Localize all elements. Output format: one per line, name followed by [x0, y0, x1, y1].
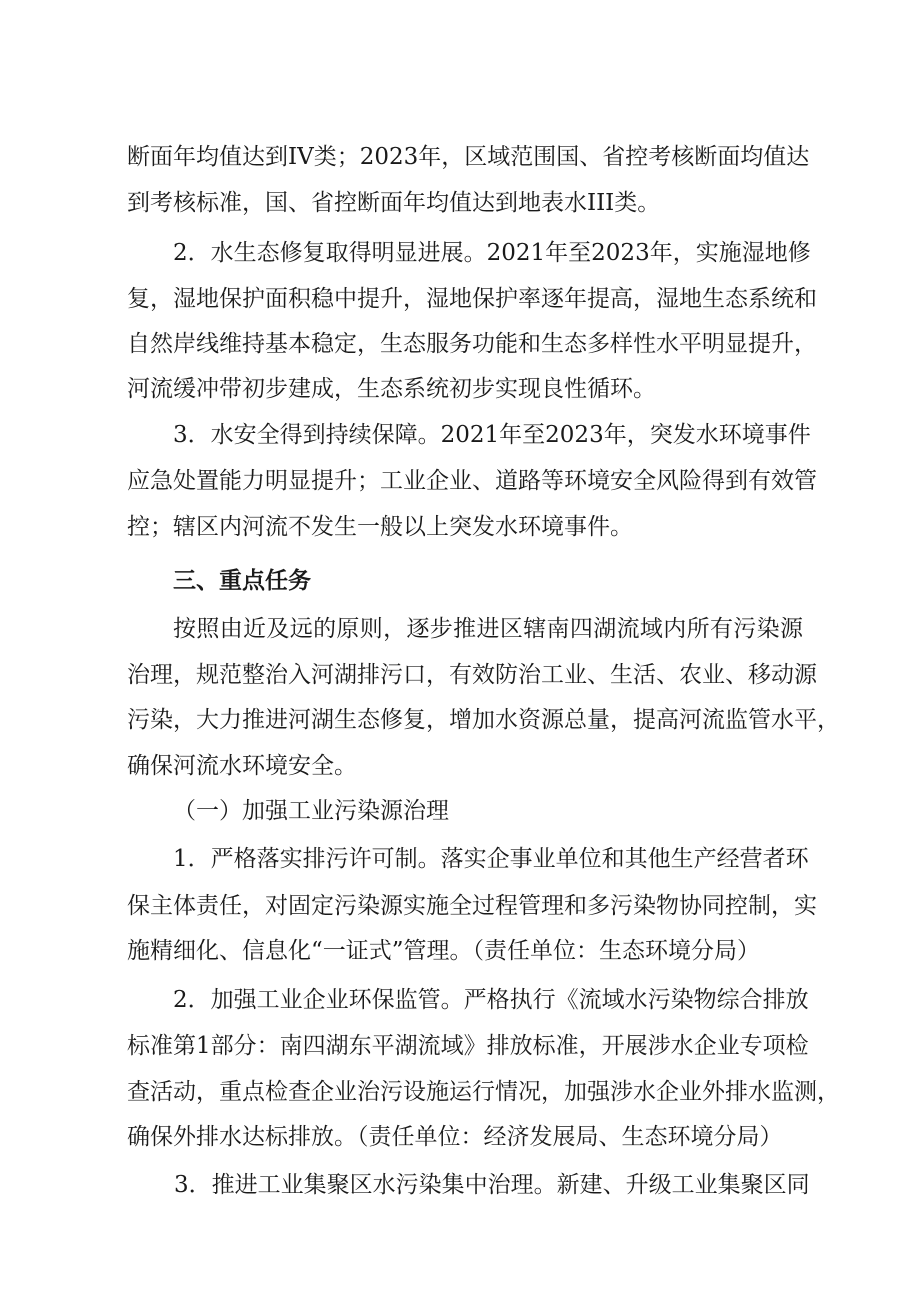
body-line: 确保河流水环境安全。: [127, 753, 357, 779]
body-line: 控；辖区内河流不发生一般以上突发水环境事件。: [127, 514, 633, 540]
body-line: 到考核标准，国、省控断面年均值达到地表水III类。: [127, 190, 661, 216]
body-line: 3．水安全得到持续保障。2021年至2023年，突发水环境事件: [173, 422, 811, 448]
body-line: 查活动，重点检查企业治污设施运行情况，加强涉水企业外排水监测，: [127, 1079, 840, 1105]
body-line: 标准第1部分：南四湖东平湖流域》排放标准，开展涉水企业专项检: [127, 1033, 809, 1059]
body-line: 按照由近及远的原则，逐步推进区辖南四湖流域内所有污染源: [173, 616, 803, 642]
body-line: 2．水生态修复取得明显进展。2021年至2023年，实施湿地修: [173, 240, 811, 266]
body-line: 1．严格落实排污许可制。落实企事业单位和其他生产经营者环: [173, 846, 809, 872]
section-heading: 三、重点任务: [173, 568, 311, 594]
body-line: 污染，大力推进河湖生态修复，增加水资源总量，提高河流监管水平，: [127, 707, 840, 733]
body-line: 断面年均值达到IV类；2023年，区域范围国、省控考核断面均值达: [127, 144, 810, 170]
body-line: 治理，规范整治入河湖排污口，有效防治工业、生活、农业、移动源: [127, 662, 817, 688]
body-line: 复，湿地保护面积稳中提升，湿地保护率逐年提高，湿地生态系统和: [127, 286, 817, 312]
body-line: 保主体责任，对固定污染源实施全过程管理和多污染物协同控制，实: [127, 893, 817, 919]
body-line: 3．推进工业集聚区水污染集中治理。新建、升级工业集聚区同: [174, 1172, 810, 1198]
body-line: 确保外排水达标排放。（责任单位：经济发展局、生态环境分局）: [127, 1124, 783, 1150]
subsection-heading: （一）加强工业污染源治理: [173, 798, 449, 824]
body-line: 自然岸线维持基本稳定，生态服务功能和生态多样性水平明显提升，: [127, 331, 817, 357]
body-line: 2．加强工业企业环保监管。严格执行《流域水污染物综合排放: [173, 987, 809, 1013]
body-line: 施精细化、信息化“一证式”管理。（责任单位：生态环境分局）: [127, 938, 761, 964]
body-line: 河流缓冲带初步建成，生态系统初步实现良性循环。: [127, 376, 656, 402]
body-line: 应急处置能力明显提升；工业企业、道路等环境安全风险得到有效管: [127, 468, 817, 494]
